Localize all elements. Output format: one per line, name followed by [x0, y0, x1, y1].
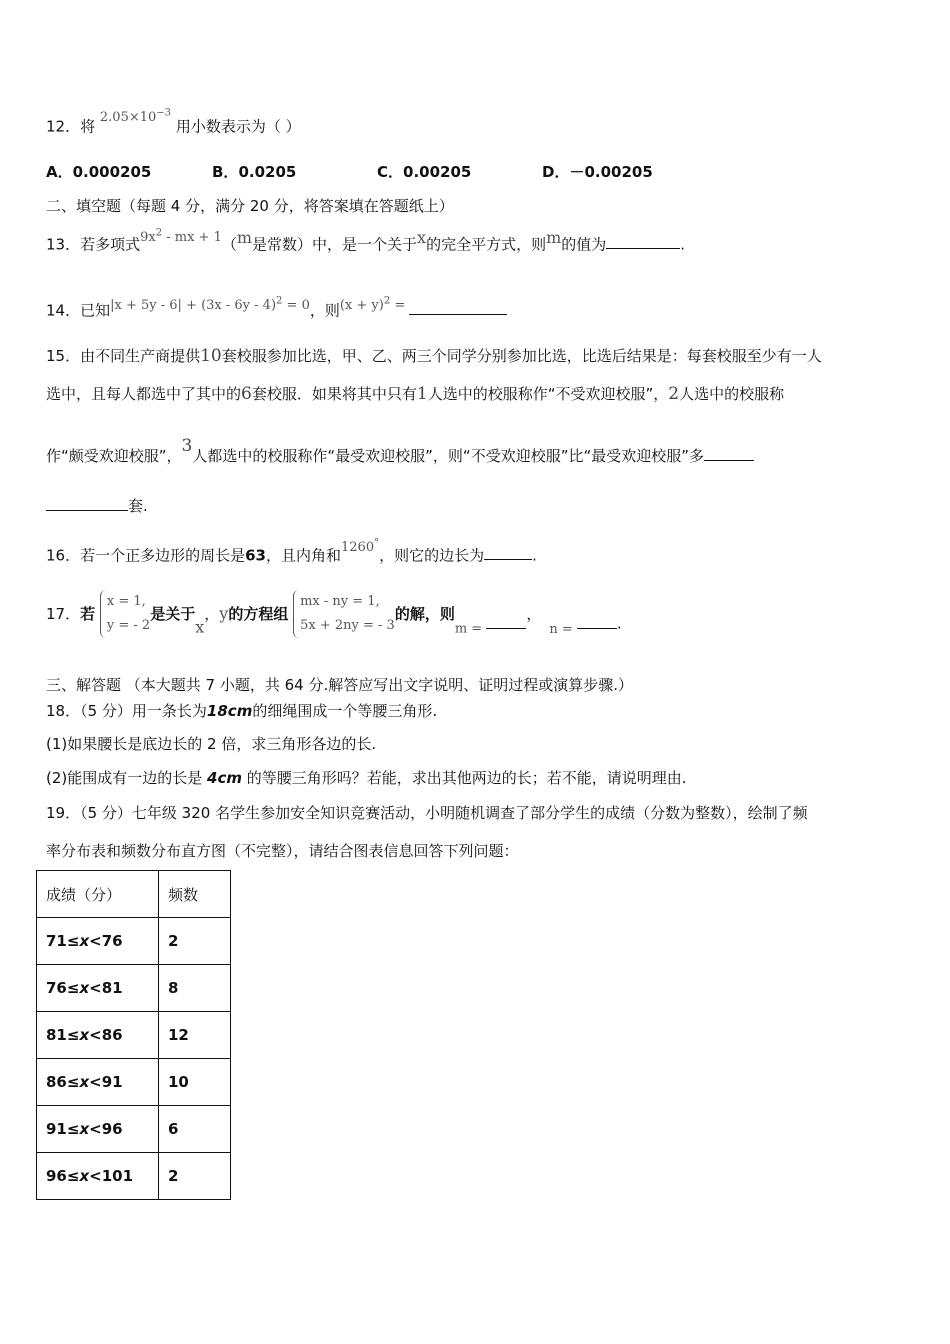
- table-row: [37, 1106, 231, 1153]
- count-cell: 12: [159, 1012, 231, 1059]
- q14-target: $(x + y)^2$ =: [339, 296, 410, 314]
- answer-blank-m[interactable]: [486, 616, 526, 629]
- table-header-row: [37, 871, 231, 918]
- table-row: [37, 1059, 231, 1106]
- question-18: 18．（5 分）用一条长为18cm的细绳围成一个等腰三角形.: [46, 702, 438, 720]
- range-cell: 86≤x<91: [37, 1059, 159, 1106]
- table-header-cell: 成绩（分）: [37, 871, 159, 918]
- q17-equation-system: mx - ny = 1, 5x + 2ny = - 3: [293, 590, 395, 638]
- answer-blank[interactable]: [606, 234, 680, 249]
- choice-b[interactable]: B．0.0205: [212, 163, 297, 181]
- question-19-line-2: 率分布表和频数分布直方图（不完整），请结合图表信息回答下列问题：: [46, 842, 519, 860]
- question-13: 13．若多项式$9x^2$ - mx + 1（m是常数）中，是一个关于x的完全平方式，则m的值为 .: [46, 228, 686, 254]
- count-cell: 2: [159, 1153, 231, 1200]
- q13-polynomial: $9x^2$ - mx + 1: [140, 228, 222, 246]
- table-row: [37, 1012, 231, 1059]
- answer-blank[interactable]: [409, 300, 507, 315]
- table-header-cell: 频数: [159, 871, 231, 918]
- count-cell: 6: [159, 1106, 231, 1153]
- answer-blank[interactable]: [484, 545, 532, 560]
- q14-equation: |x + 5y - 6| + (3x - 6y - 4)$^2$ = 0: [110, 296, 310, 314]
- question-15-line-1: 15．由不同生产商提供10套校服参加比选，甲、乙、两三个同学分别参加比选，比选后结果是：每套校服至少有一人: [46, 346, 822, 366]
- choice-d[interactable]: D．－0.00205: [542, 163, 653, 181]
- range-cell: 81≤x<86: [37, 1012, 159, 1059]
- answer-blank[interactable]: [46, 496, 128, 511]
- table-row: [37, 918, 231, 965]
- section-2-heading: 二、填空题（每题 4 分，满分 20 分，将答案填在答题纸上）: [46, 197, 454, 215]
- choice-a[interactable]: A．0.000205: [46, 163, 152, 181]
- question-16: 16．若一个正多边形的周长是63，且内角和1260°，则它的边长为 .: [46, 538, 537, 565]
- range-cell: 96≤x<101: [37, 1153, 159, 1200]
- table-row: [37, 1153, 231, 1200]
- choice-c[interactable]: C．0.00205: [377, 163, 472, 181]
- question-14: 14．已知|x + 5y - 6| + (3x - 6y - 4)$^2$ = 0，则$(x + y)^2$ =: [46, 297, 507, 323]
- count-cell: 8: [159, 965, 231, 1012]
- question-15-line-3: 作“颇受欢迎校服”，3人都选中的校服称作“最受欢迎校服”，则“不受欢迎校服”比“最受欢迎校服”多: [46, 445, 754, 467]
- count-cell: 10: [159, 1059, 231, 1106]
- question-15-line-4: 套.: [46, 495, 148, 517]
- question-12: 12．将 $2.05\times 10^{-3}$ 用小数表示为（ ）: [46, 108, 301, 136]
- table-row: [37, 965, 231, 1012]
- section-3-heading: 三、解答题 （本大题共 7 小题，共 64 分.解答应写出文字说明、证明过程或演算步骤.）: [46, 676, 634, 694]
- question-17: 17．若 x = 1, y = - 2是关于x，y的方程组 mx - ny = 1, 5x + 2ny = - 3的解，则m = ，n = .: [46, 590, 622, 642]
- frequency-table: [36, 870, 231, 1200]
- count-cell: 2: [159, 918, 231, 965]
- question-18-part-2: (2)能围成有一边的长是 4cm 的等腰三角形吗？若能，求出其他两边的长；若不能，请说明理由.: [46, 769, 687, 787]
- q17-solution-system: x = 1, y = - 2: [100, 590, 150, 638]
- range-cell: 91≤x<96: [37, 1106, 159, 1153]
- range-cell: 76≤x<81: [37, 965, 159, 1012]
- answer-blank[interactable]: [704, 446, 754, 461]
- range-cell: 71≤x<76: [37, 918, 159, 965]
- question-15-line-2: 选中，且每人都选中了其中的6套校服．如果将其中只有1人选中的校服称作“不受欢迎校服”，2人选中的校服称: [46, 384, 785, 404]
- q12-expression: $2.05\times 10^{-3}$: [99, 108, 172, 126]
- question-18-part-1: (1)如果腰长是底边长的 2 倍，求三角形各边的长.: [46, 735, 377, 753]
- question-19-line-1: 19．（5 分）七年级 320 名学生参加安全知识竞赛活动，小明随机调查了部分学生的成绩（分数为整数），绘制了频: [46, 804, 808, 822]
- answer-blank-n[interactable]: [577, 616, 617, 629]
